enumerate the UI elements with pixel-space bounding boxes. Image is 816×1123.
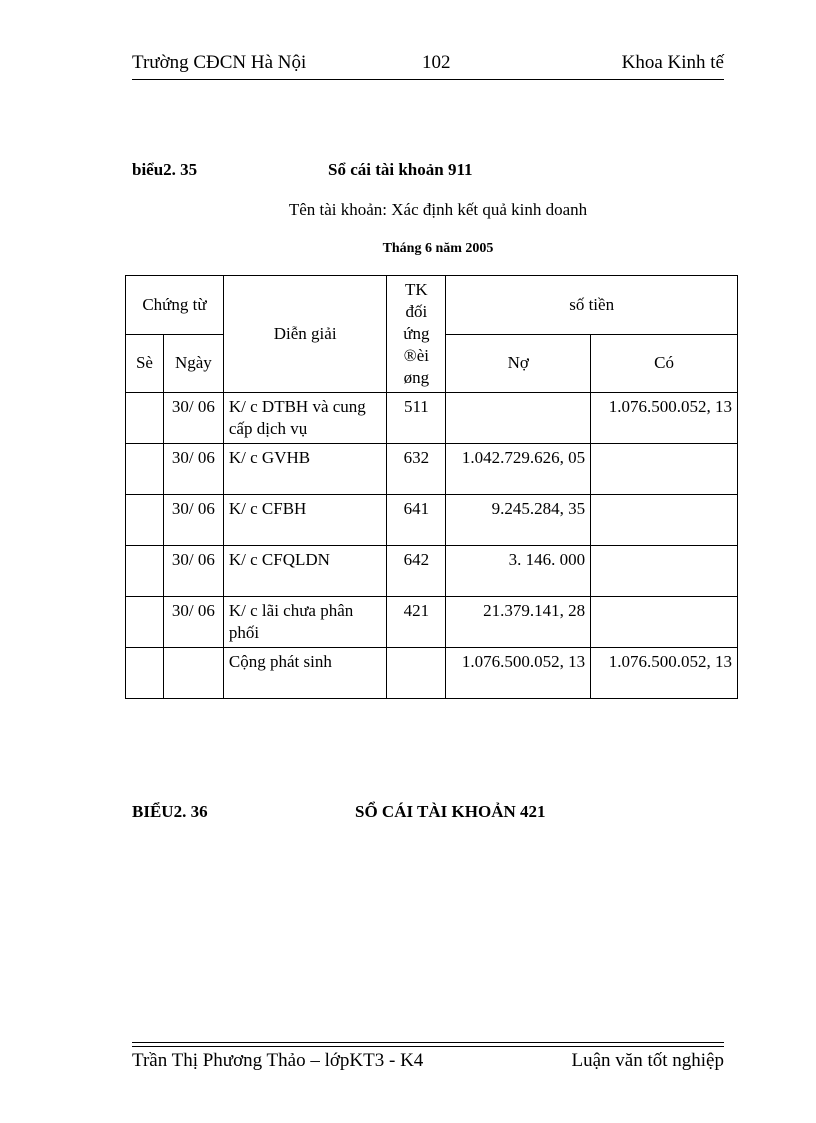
- row-date-cell: [163, 648, 223, 699]
- table-row: [126, 393, 738, 444]
- row-credit-cell: [591, 546, 738, 597]
- school-name: Trường CĐCN Hà Nội: [132, 52, 307, 73]
- table-row: [126, 495, 738, 546]
- row-date-cell: 30/ 06: [163, 393, 223, 444]
- date-header: Ngày: [163, 334, 223, 393]
- row-number-cell: [126, 393, 164, 444]
- row-number-cell: [126, 597, 164, 648]
- row-account-cell: [387, 648, 446, 699]
- row-credit-cell: 1.076.500.052, 13: [591, 648, 738, 699]
- row-description-cell: Cộng phát sinh: [223, 648, 387, 699]
- row-number-cell: [126, 546, 164, 597]
- table-row: [126, 648, 738, 699]
- description-header: Diễn giải: [223, 276, 387, 393]
- footer-rule-top: [132, 1042, 724, 1043]
- table-row: [126, 444, 738, 495]
- department-name: Khoa Kinh tế: [621, 52, 724, 73]
- row-credit-cell: [591, 444, 738, 495]
- row-description-cell: K/ c CFQLDN: [223, 546, 387, 597]
- page-number: 102: [422, 52, 451, 73]
- section1-title: Sổ cái tài khoản 911: [328, 160, 473, 179]
- row-description-cell: K/ c GVHB: [223, 444, 387, 495]
- row-number-cell: [126, 648, 164, 699]
- thesis-type: Luận văn tốt nghiệp: [571, 1050, 724, 1071]
- row-credit-cell: [591, 495, 738, 546]
- page-header: [132, 52, 724, 78]
- row-account-cell: 632: [387, 444, 446, 495]
- row-account-cell: 641: [387, 495, 446, 546]
- row-debit-cell: 3. 146. 000: [446, 546, 591, 597]
- row-date-cell: 30/ 06: [163, 597, 223, 648]
- contra-account-header: TK đối ứng ®èi øng: [387, 276, 446, 393]
- row-description-cell: K/ c lãi chưa phân phối: [223, 597, 387, 648]
- row-date-cell: 30/ 06: [163, 546, 223, 597]
- header-rule: [132, 79, 724, 80]
- row-debit-cell: 1.076.500.052, 13: [446, 648, 591, 699]
- row-account-cell: 642: [387, 546, 446, 597]
- author: Trần Thị Phương Thảo – lớpKT3 - K4: [132, 1050, 424, 1071]
- section2-label: BIỂU2. 36: [132, 802, 208, 821]
- section1-label: biểu2. 35: [132, 160, 198, 179]
- row-number-cell: [126, 495, 164, 546]
- row-date-cell: 30/ 06: [163, 495, 223, 546]
- row-description-cell: K/ c CFBH: [223, 495, 387, 546]
- debit-header: Nợ: [446, 334, 591, 393]
- number-header: Sè: [126, 334, 164, 393]
- header-row-1: [126, 276, 738, 335]
- row-account-cell: 421: [387, 597, 446, 648]
- page-footer: [132, 1050, 724, 1076]
- credit-header: Có: [591, 334, 738, 393]
- row-description-cell: K/ c DTBH và cung cấp dịch vụ: [223, 393, 387, 444]
- table-row: [126, 597, 738, 648]
- row-debit-cell: [446, 393, 591, 444]
- row-debit-cell: 9.245.284, 35: [446, 495, 591, 546]
- period: Tháng 6 năm 2005: [382, 241, 494, 256]
- section2-title: SỔ CÁI TÀI KHOẢN 421: [355, 802, 546, 821]
- row-debit-cell: 1.042.729.626, 05: [446, 444, 591, 495]
- row-credit-cell: 1.076.500.052, 13: [591, 393, 738, 444]
- voucher-header: Chứng từ: [126, 276, 224, 335]
- footer-rule-bottom: [132, 1046, 724, 1047]
- table-row: [126, 546, 738, 597]
- account-name: Tên tài khoản: Xác định kết quả kinh doanh: [288, 200, 588, 219]
- row-debit-cell: 21.379.141, 28: [446, 597, 591, 648]
- row-number-cell: [126, 444, 164, 495]
- amount-header: số tiền: [446, 276, 738, 335]
- ledger-table: [125, 275, 738, 699]
- row-credit-cell: [591, 597, 738, 648]
- row-date-cell: 30/ 06: [163, 444, 223, 495]
- row-account-cell: 511: [387, 393, 446, 444]
